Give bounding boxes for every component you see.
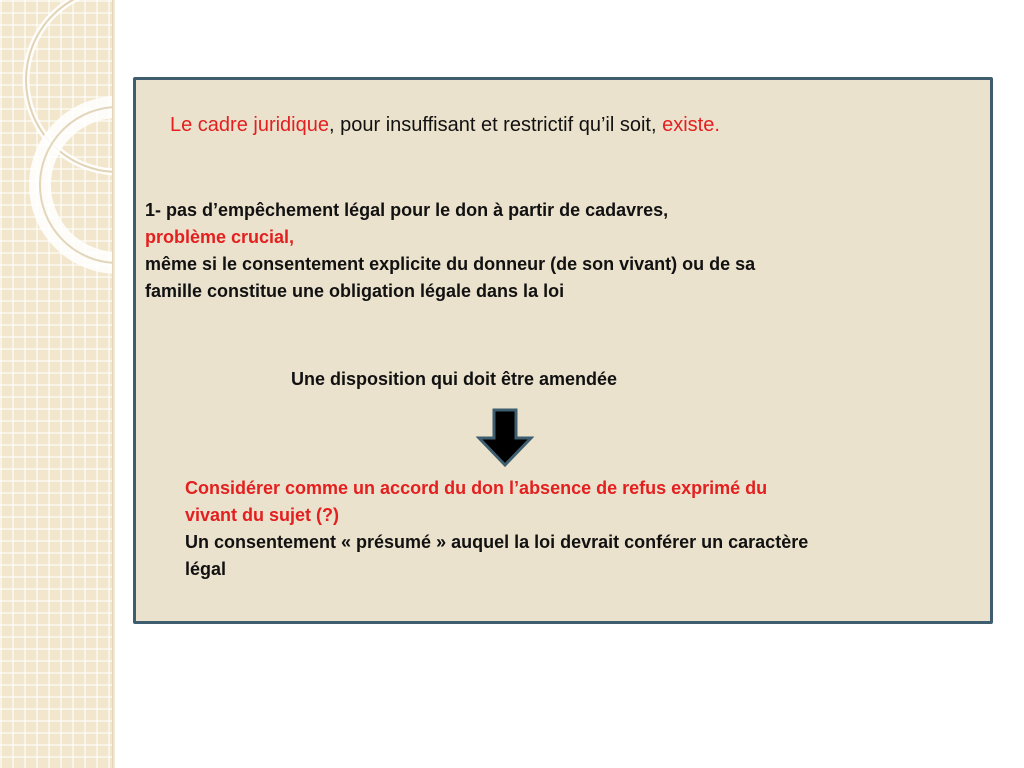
conclusion-line4: légal: [185, 559, 227, 579]
down-arrow-icon: [476, 408, 534, 468]
disposition-text: Une disposition qui doit être amendée: [291, 369, 618, 389]
point1-line4: famille constitue une obligation légale dans la loi: [145, 281, 565, 301]
headline-legal-framework: Le cadre juridique: [170, 114, 329, 136]
headline: [170, 114, 720, 137]
point1-line2: problème crucial,: [145, 227, 295, 247]
headline-exists: existe.: [662, 114, 720, 136]
conclusion-line2: vivant du sujet (?): [185, 505, 340, 525]
point1-line1: 1- pas d’empêchement légal pour le don à partir de cadavres,: [145, 200, 669, 220]
conclusion-line1: Considérer comme un accord du don l’absence de refus exprimé du: [185, 478, 768, 498]
decorative-rings-icon: [0, 0, 112, 300]
decorative-side-strip: [0, 0, 112, 768]
headline-middle: , pour insuffisant et restrictif qu’il soit,: [329, 114, 663, 136]
strip-edge: [112, 0, 115, 768]
point1-line3: même si le consentement explicite du donneur (de son vivant) ou de sa: [145, 254, 756, 274]
content-panel: [133, 77, 993, 624]
conclusion-line3: Un consentement « présumé » auquel la loi devrait conférer un caractère: [185, 532, 809, 552]
